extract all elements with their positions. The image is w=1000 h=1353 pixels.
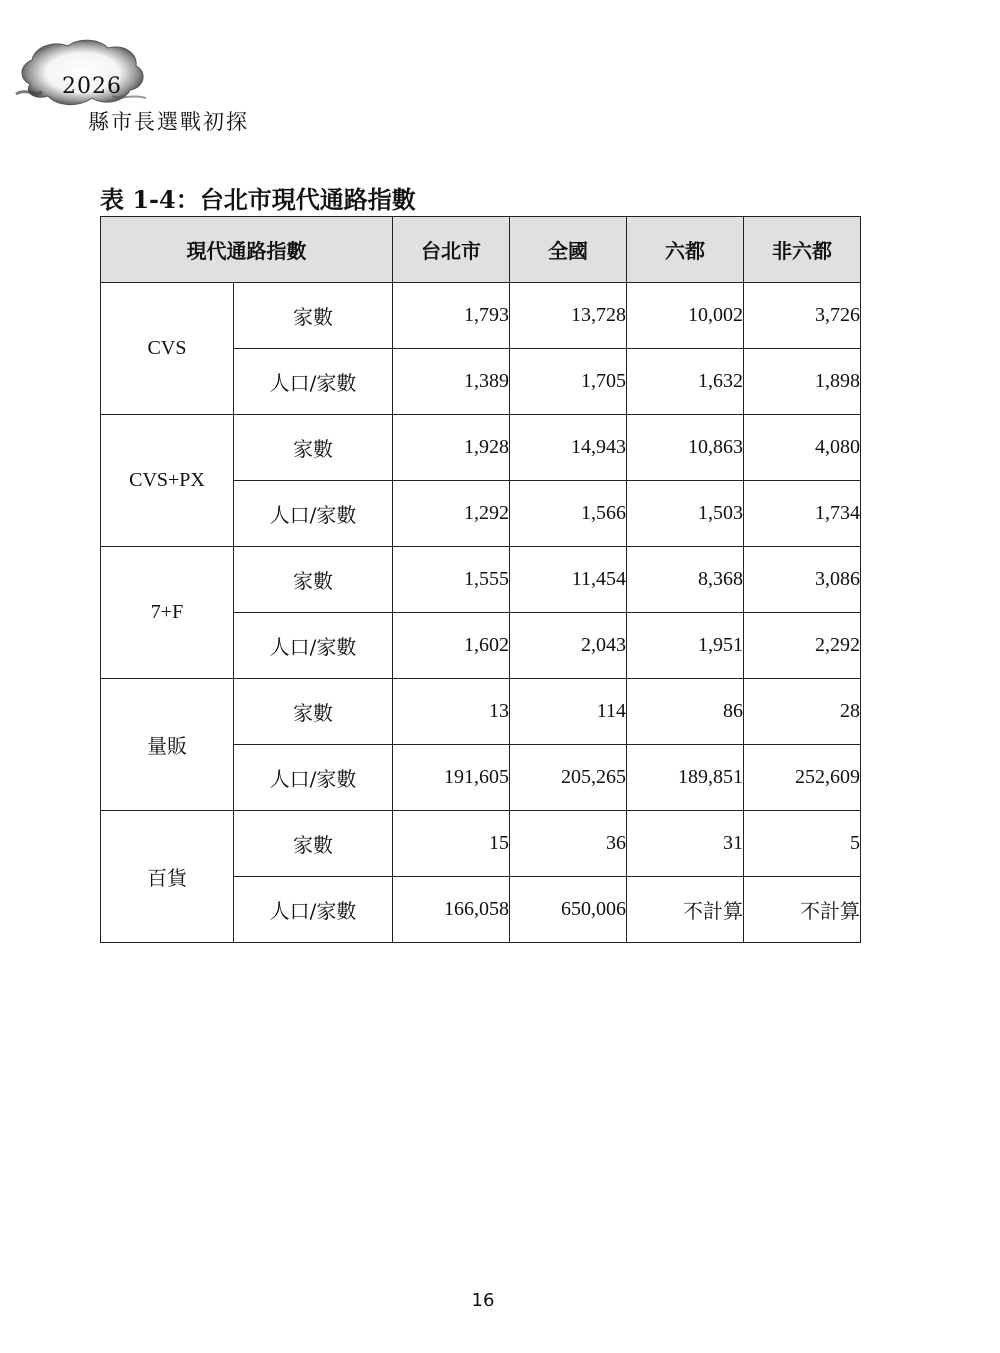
value-cell: 36 [510,811,627,877]
header-cell-taipei: 台北市 [393,217,510,283]
table-row [101,547,861,613]
value-cell: 11,454 [510,547,627,613]
metric-cell: 人口/家數 [234,745,393,811]
table-row [101,283,861,349]
header-cell-index: 現代通路指數 [101,217,393,283]
value-cell: 31 [627,811,744,877]
header-year: 2026 [62,74,122,99]
group-cell: CVS+PX [101,415,234,547]
value-cell: 1,566 [510,481,627,547]
value-cell: 1,898 [744,349,861,415]
header-cell-national: 全國 [510,217,627,283]
value-cell: 4,080 [744,415,861,481]
metric-cell: 人口/家數 [234,877,393,943]
channel-index-table [100,216,861,943]
value-cell: 650,006 [510,877,627,943]
value-cell: 166,058 [393,877,510,943]
metric-cell: 人口/家數 [234,613,393,679]
metric-cell: 家數 [234,283,393,349]
metric-cell: 家數 [234,811,393,877]
value-cell: 1,951 [627,613,744,679]
table-row [101,811,861,877]
metric-cell: 家數 [234,547,393,613]
value-cell: 3,726 [744,283,861,349]
value-cell: 1,389 [393,349,510,415]
value-cell: 252,609 [744,745,861,811]
value-cell: 15 [393,811,510,877]
value-cell: 10,002 [627,283,744,349]
value-cell: 191,605 [393,745,510,811]
value-cell: 3,086 [744,547,861,613]
value-cell: 205,265 [510,745,627,811]
metric-cell: 人口/家數 [234,349,393,415]
value-cell: 13,728 [510,283,627,349]
metric-cell: 人口/家數 [234,481,393,547]
value-cell: 1,705 [510,349,627,415]
table-row [101,679,861,745]
value-cell: 189,851 [627,745,744,811]
page-number: 16 [471,1290,495,1311]
group-cell: 7+F [101,547,234,679]
value-cell: 8,368 [627,547,744,613]
header-cell-six-cities: 六都 [627,217,744,283]
value-cell: 2,043 [510,613,627,679]
value-cell: 10,863 [627,415,744,481]
value-cell: 1,793 [393,283,510,349]
value-cell: 86 [627,679,744,745]
value-cell: 2,292 [744,613,861,679]
group-cell: CVS [101,283,234,415]
value-cell: 28 [744,679,861,745]
value-cell: 1,503 [627,481,744,547]
value-cell: 114 [510,679,627,745]
header-cell-non-six-cities: 非六都 [744,217,861,283]
value-cell: 1,602 [393,613,510,679]
book-title: 縣市長選戰初探 [88,110,249,134]
value-cell: 不計算 [627,877,744,943]
group-cell: 量販 [101,679,234,811]
value-cell: 14,943 [510,415,627,481]
metric-cell: 家數 [234,415,393,481]
value-cell: 5 [744,811,861,877]
value-cell: 1,555 [393,547,510,613]
value-cell: 不計算 [744,877,861,943]
value-cell: 1,632 [627,349,744,415]
metric-cell: 家數 [234,679,393,745]
value-cell: 1,928 [393,415,510,481]
table-caption: 表 1-4：台北市現代通路指數 [100,185,416,214]
group-cell: 百貨 [101,811,234,943]
value-cell: 13 [393,679,510,745]
table-header-row [101,217,861,283]
value-cell: 1,292 [393,481,510,547]
table-row [101,415,861,481]
value-cell: 1,734 [744,481,861,547]
